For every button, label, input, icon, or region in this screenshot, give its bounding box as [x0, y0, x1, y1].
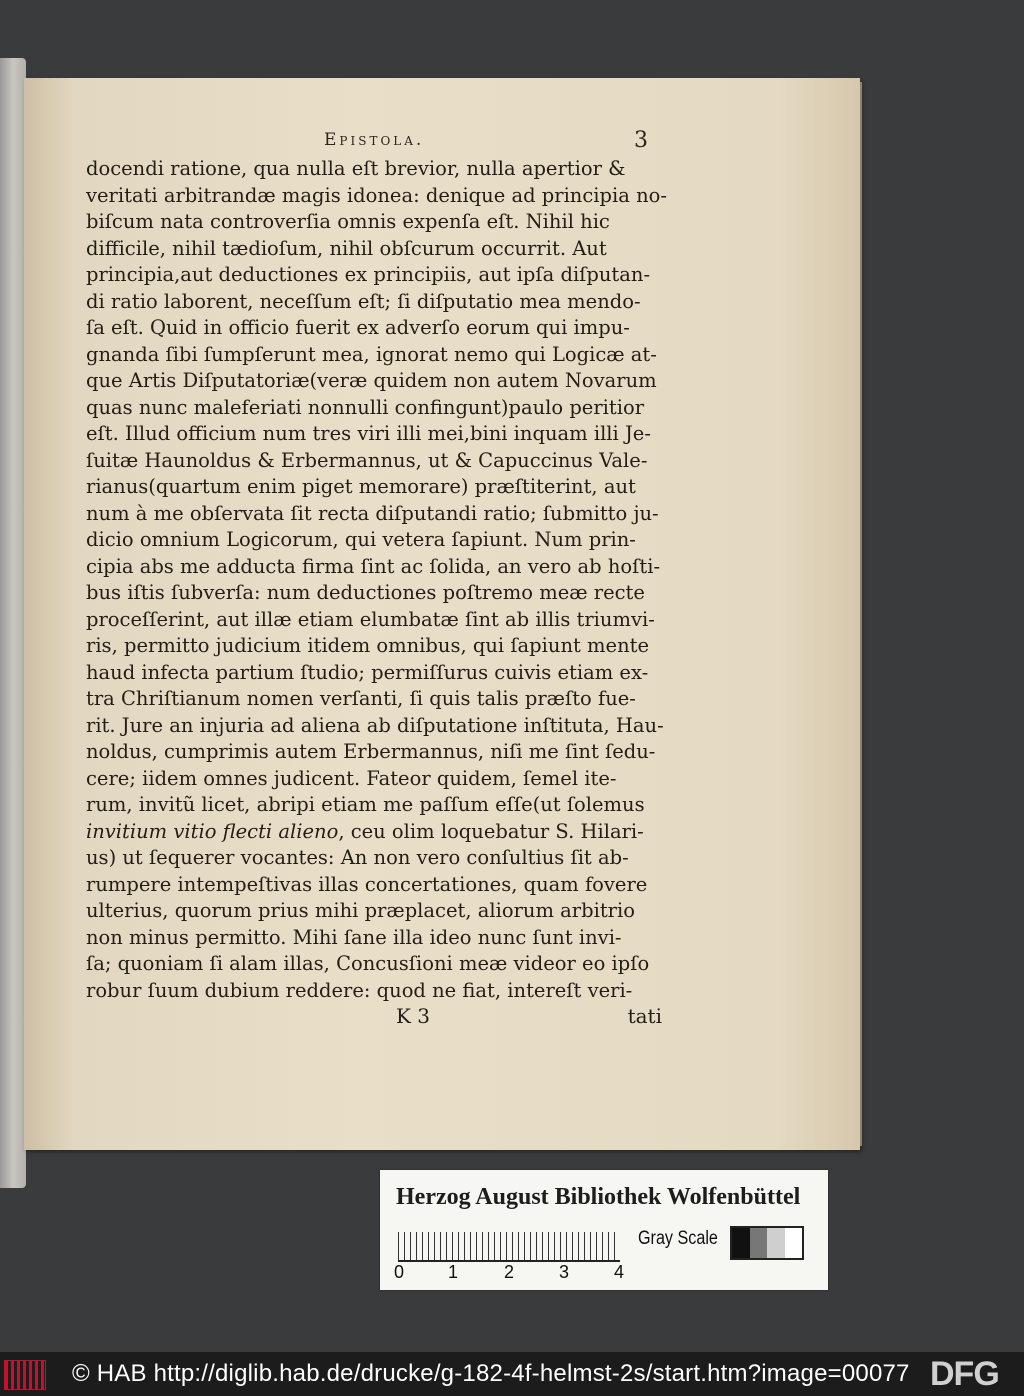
text-line: ſuitæ Haunoldus & Erbermannus, ut & Capuccinus Vale- — [86, 448, 648, 472]
dfg-logo: DFG — [930, 1355, 999, 1393]
page-number: 3 — [634, 128, 648, 153]
signature-mark: K 3 — [396, 1004, 431, 1028]
ruler-label: 3 — [559, 1262, 570, 1282]
text-line: tra Chriſtianum nomen verſanti, ſi quis talis præſto fue- — [86, 687, 636, 710]
text-line: rum, invitũ licet, abripi etiam me paſſum eſſe(ut ſolemus — [86, 793, 645, 816]
text-line: ulterius, quorum prius mihi præplacet, aliorum arbitrio — [86, 899, 635, 922]
ruler-label: 4 — [614, 1262, 625, 1282]
text-line: gnanda ſibi ſumpſerunt mea, ignorat nemo qui Logicæ at- — [86, 342, 657, 366]
text-line: difficile, nihil tædioſum, nihil obſcurum occurrit. Aut — [86, 236, 607, 260]
ruler-scale — [398, 1224, 620, 1262]
gray-swatch — [732, 1228, 750, 1258]
gray-swatch — [785, 1228, 803, 1258]
text-line: cere; iidem omnes judicent. Fateor quidem, ſemel ite- — [86, 766, 617, 790]
text-line: ſa eſt. Quid in officio fuerit ex adverſo eorum qui impu- — [86, 316, 630, 339]
text-line: robur ſuum dubium reddere: quod ne fiat, intereſt veri- — [86, 978, 633, 1002]
gray-swatch — [767, 1228, 785, 1258]
body-text — [86, 156, 667, 1004]
ruler-label: 0 — [394, 1262, 405, 1282]
text-line: us) ut ſequerer vocantes: An non vero conſultius ſit ab- — [86, 846, 629, 869]
colorbar-title: Herzog August Bibliothek Wolfenbüttel — [396, 1184, 801, 1210]
text-line: quas nunc maleferiati nonnulli confingunt)paulo peritior — [86, 395, 645, 419]
footer-bar — [0, 1352, 1024, 1396]
text-line: rianus(quartum enim piget memorare) præſtiterint, aut — [86, 475, 636, 498]
text-line: rumpere intempeſtivas illas concertationes, quam fovere — [86, 872, 648, 896]
text-line: proceſſerint, aut illæ etiam elumbatæ ſint ab illis triumvi- — [86, 607, 655, 631]
ruler-labels — [394, 1262, 634, 1284]
italic-quote: invitium vitio flecti alieno — [86, 819, 339, 843]
text-line: num à me obſervata ſit recta diſputandi ratio; ſubmitto ju- — [86, 501, 659, 525]
copyright-url[interactable]: © HAB http://diglib.hab.de/drucke/g-182-4f-helmst-2s/start.htm?image=00077 — [72, 1360, 910, 1387]
grayscale-label: Gray Scale — [638, 1228, 718, 1249]
text-line: non minus permitto. Mihi ſane illa ideo nunc ſunt invi- — [86, 925, 622, 949]
page-footer — [86, 1004, 662, 1034]
ruler-label: 1 — [448, 1262, 459, 1282]
text-line: bus iſtis ſubverſa: num deductiones poſtremo meæ recte — [86, 581, 645, 604]
hab-barcode-icon — [4, 1360, 46, 1390]
text-line: cipia abs me adducta firma ſint ac ſolida, an vero ab hoſti- — [86, 554, 661, 578]
text-line: di ratio laborent, neceſſum eſt; ſi diſputatio mea mendo- — [86, 289, 641, 313]
ruler-label: 2 — [504, 1262, 515, 1282]
color-calibration-bar — [380, 1170, 828, 1290]
text-line: invitium vitio flecti alieno, ceu olim loquebatur S. Hilari- — [86, 819, 644, 843]
gray-swatch — [750, 1228, 768, 1258]
text-line: dicio omnium Logicorum, qui vetera ſapiunt. Num prin- — [86, 528, 636, 551]
text-line: veritati arbitrandæ magis idonea: denique ad principia no- — [86, 183, 667, 207]
text-line: que Artis Diſputatoriæ(veræ quidem non autem Novarum — [86, 369, 657, 392]
running-head: Epistola. — [324, 130, 425, 150]
gray-swatches — [730, 1226, 804, 1260]
text-line: rit. Jure an injuria ad aliena ab diſputatione inſtituta, Hau- — [86, 713, 664, 737]
left-page-edge — [0, 58, 26, 1188]
text-line: eſt. Illud officium num tres viri illi mei,bini inquam illi Je- — [86, 422, 651, 445]
text-line: principia,aut deductiones ex principiis, aut ipſa diſputan- — [86, 263, 651, 286]
text-line: haud infecta partium ſtudio; permiſſurus cuivis etiam ex- — [86, 660, 649, 684]
text-line: ris, permitto judicium itidem omnibus, qui ſapiunt mente — [86, 634, 650, 657]
text-line: biſcum nata controverſia omnis expenſa eſt. Nihil hic — [86, 210, 610, 233]
text-line: docendi ratione, qua nulla eſt brevior, nulla apertior & — [86, 157, 626, 180]
text-line: ſa; quoniam ſi alam illas, Concusſioni meæ videor eo ipſo — [86, 952, 650, 975]
text-line: noldus, cumprimis autem Erbermannus, niſi me ſint ſedu- — [86, 740, 656, 763]
book-page — [24, 78, 860, 1150]
catchword: tati — [627, 1004, 662, 1028]
page-header — [104, 130, 664, 158]
